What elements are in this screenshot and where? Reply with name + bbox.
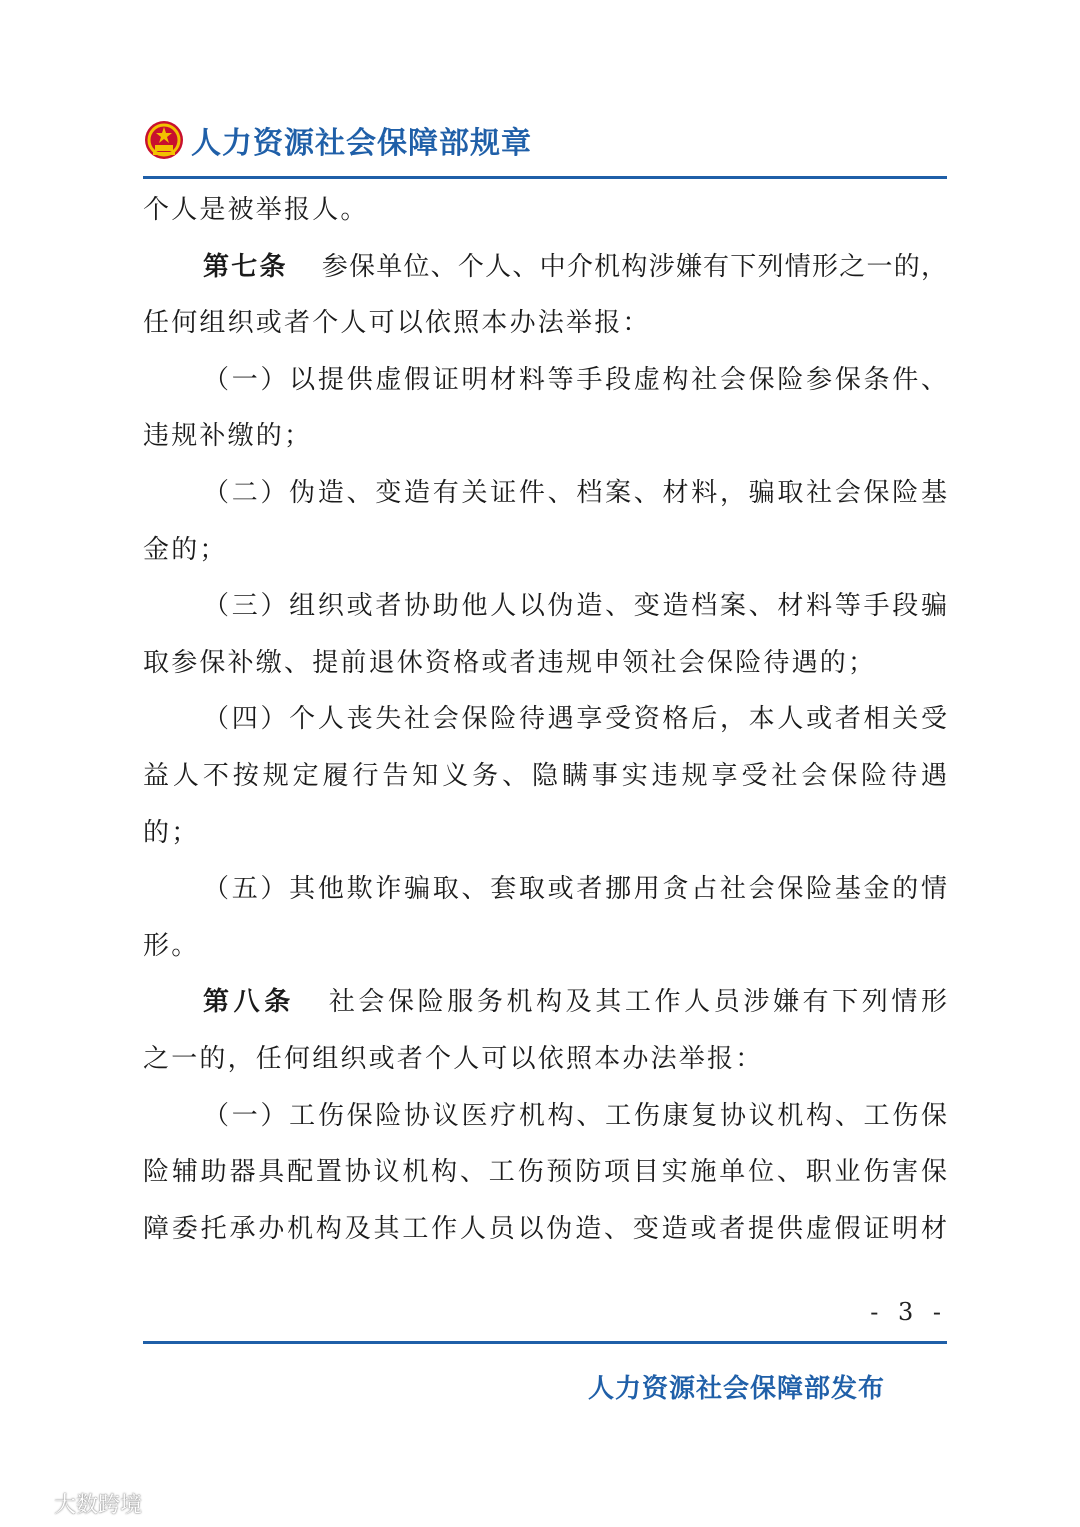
text-line: 之一的，任何组织或者个人可以依照本办法举报： bbox=[143, 1043, 764, 1074]
watermark bbox=[8, 1488, 142, 1519]
text-line: 取参保补缴、提前退休资格或者违规申领社会保险待遇的； bbox=[143, 647, 877, 678]
text-line: （一）工伤保险协议医疗机构、工伤康复协议机构、工伤保 bbox=[203, 1100, 947, 1131]
text-line: 任何组织或者个人可以依照本办法举报： bbox=[143, 308, 651, 339]
document-body bbox=[143, 182, 947, 1257]
article-8-heading-line: 第八条 社会保险服务机构及其工作人员涉嫌有下列情形 bbox=[203, 987, 947, 1018]
header-divider bbox=[143, 176, 947, 179]
watermark-text: 大数跨境 bbox=[54, 1493, 143, 1518]
page-number: - 3 - bbox=[870, 1298, 947, 1326]
text-line: 障委托承办机构及其工作人员以伪造、变造或者提供虚假证明材 bbox=[143, 1213, 947, 1244]
text-line: （四）个人丧失社会保险待遇享受资格后，本人或者相关受 bbox=[203, 704, 947, 735]
text-line: （二）伪造、变造有关证件、档案、材料，骗取社会保险基 bbox=[203, 477, 947, 508]
document-header bbox=[143, 116, 532, 164]
text-line: （五）其他欺诈骗取、套取或者挪用贪占社会保险基金的情 bbox=[203, 874, 947, 905]
national-emblem-icon bbox=[143, 119, 185, 161]
header-title: 人力资源社会保障部规章 bbox=[191, 126, 532, 161]
article-heading: 第七条 bbox=[203, 251, 288, 282]
footer-publisher: 人力资源社会保障部发布 bbox=[587, 1374, 885, 1404]
text-line: 的； bbox=[143, 817, 200, 848]
article-heading: 第八条 bbox=[203, 987, 295, 1018]
text-line: 金的； bbox=[143, 534, 228, 565]
text-line: 形。 bbox=[143, 930, 200, 961]
text-line: 益人不按规定履行告知义务、隐瞒事实违规享受社会保险待遇 bbox=[143, 760, 947, 791]
footer-divider bbox=[143, 1341, 947, 1344]
article-7-heading-line: 第七条 参保单位、个人、中介机构涉嫌有下列情形之一的， bbox=[203, 251, 947, 282]
text-line: 个人是被举报人。 bbox=[143, 195, 369, 225]
text-line: （一）以提供虚假证明材料等手段虚构社会保险参保条件、 bbox=[203, 364, 947, 395]
text-line: （三）组织或者协助他人以伪造、变造档案、材料等手段骗 bbox=[203, 591, 947, 622]
text-line: 险辅助器具配置协议机构、工伤预防项目实施单位、职业伤害保 bbox=[143, 1157, 947, 1188]
watermark-logo-icon bbox=[8, 1492, 48, 1516]
text-line: 违规补缴的； bbox=[143, 421, 313, 452]
